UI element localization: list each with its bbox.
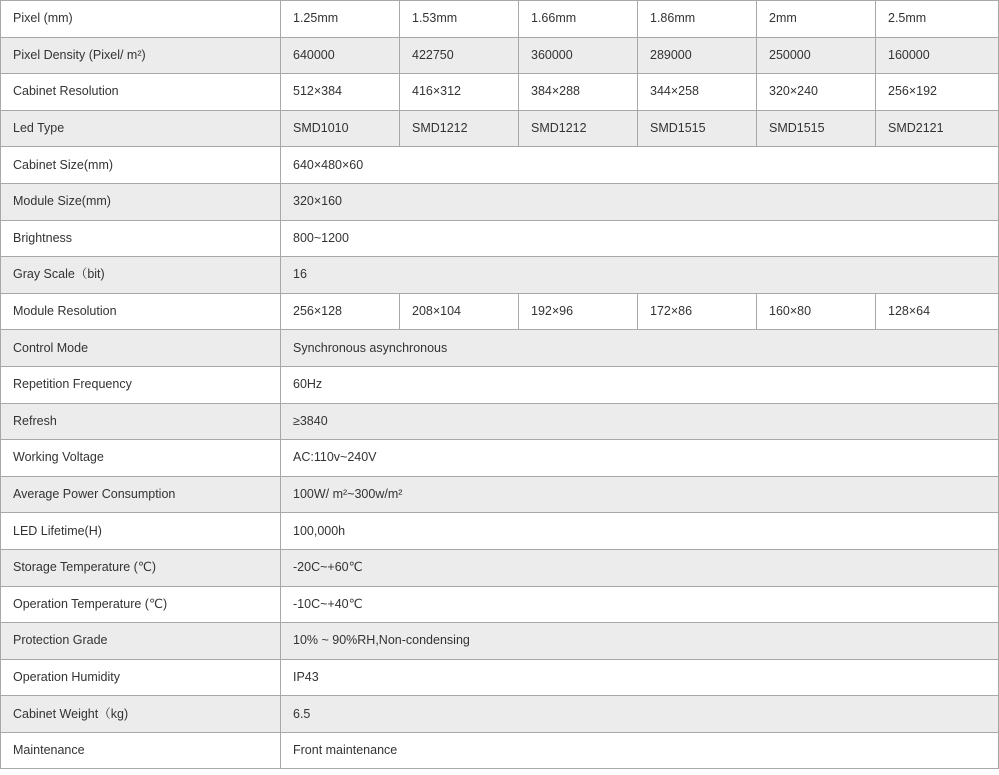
row-label: Working Voltage xyxy=(1,440,281,477)
table-row xyxy=(1,513,999,550)
table-row xyxy=(1,37,999,74)
table-cell: 289000 xyxy=(638,37,757,74)
table-row xyxy=(1,183,999,220)
table-cell: 320×160 xyxy=(281,183,999,220)
table-cell: 1.53mm xyxy=(400,1,519,38)
table-row xyxy=(1,293,999,330)
table-cell: 360000 xyxy=(519,37,638,74)
table-cell: Front maintenance xyxy=(281,732,999,769)
table-row xyxy=(1,366,999,403)
row-label: Operation Temperature (℃) xyxy=(1,586,281,623)
table-row xyxy=(1,696,999,733)
table-row xyxy=(1,440,999,477)
table-cell: 10% ~ 90%RH,Non-condensing xyxy=(281,623,999,660)
row-label: Refresh xyxy=(1,403,281,440)
row-label: Control Mode xyxy=(1,330,281,367)
table-cell: SMD1212 xyxy=(519,110,638,147)
row-label: Module Size(mm) xyxy=(1,183,281,220)
table-cell: 422750 xyxy=(400,37,519,74)
row-label: Protection Grade xyxy=(1,623,281,660)
table-row xyxy=(1,403,999,440)
table-cell: 6.5 xyxy=(281,696,999,733)
row-label: Repetition Frequency xyxy=(1,366,281,403)
table-row xyxy=(1,586,999,623)
row-label: Gray Scale（bit) xyxy=(1,257,281,294)
table-row xyxy=(1,623,999,660)
table-cell: 320×240 xyxy=(757,74,876,111)
table-cell: 2.5mm xyxy=(876,1,999,38)
table-cell: 1.86mm xyxy=(638,1,757,38)
row-label: Cabinet Weight（kg) xyxy=(1,696,281,733)
table-cell: 384×288 xyxy=(519,74,638,111)
table-cell: 160×80 xyxy=(757,293,876,330)
row-label: Pixel Density (Pixel/ m²) xyxy=(1,37,281,74)
table-cell: 128×64 xyxy=(876,293,999,330)
table-row xyxy=(1,220,999,257)
row-label: Maintenance xyxy=(1,732,281,769)
table-cell: SMD1212 xyxy=(400,110,519,147)
table-cell: 208×104 xyxy=(400,293,519,330)
table-cell: 512×384 xyxy=(281,74,400,111)
table-cell: 800~1200 xyxy=(281,220,999,257)
row-label: Brightness xyxy=(1,220,281,257)
table-row xyxy=(1,110,999,147)
table-cell: 1.66mm xyxy=(519,1,638,38)
row-label: Led Type xyxy=(1,110,281,147)
table-cell: 256×128 xyxy=(281,293,400,330)
table-cell: Synchronous asynchronous xyxy=(281,330,999,367)
table-row xyxy=(1,549,999,586)
table-cell: 16 xyxy=(281,257,999,294)
table-cell: -20C~+60℃ xyxy=(281,549,999,586)
row-label: Operation Humidity xyxy=(1,659,281,696)
table-cell: 640×480×60 xyxy=(281,147,999,184)
table-cell: IP43 xyxy=(281,659,999,696)
table-cell: 1.25mm xyxy=(281,1,400,38)
table-row xyxy=(1,659,999,696)
table-cell: ≥3840 xyxy=(281,403,999,440)
table-row xyxy=(1,732,999,769)
table-cell: 192×96 xyxy=(519,293,638,330)
table-cell: AC:110v~240V xyxy=(281,440,999,477)
table-row xyxy=(1,257,999,294)
table-row xyxy=(1,1,999,38)
table-cell: 416×312 xyxy=(400,74,519,111)
table-row xyxy=(1,476,999,513)
row-label: LED Lifetime(H) xyxy=(1,513,281,550)
row-label: Storage Temperature (℃) xyxy=(1,549,281,586)
table-cell: SMD1010 xyxy=(281,110,400,147)
row-label: Average Power Consumption xyxy=(1,476,281,513)
table-cell: 344×258 xyxy=(638,74,757,111)
table-cell: 640000 xyxy=(281,37,400,74)
row-label: Cabinet Size(mm) xyxy=(1,147,281,184)
table-cell: SMD1515 xyxy=(757,110,876,147)
spec-table-body xyxy=(1,1,999,769)
table-cell: SMD2121 xyxy=(876,110,999,147)
table-row xyxy=(1,74,999,111)
table-cell: 100W/ m²~300w/m² xyxy=(281,476,999,513)
table-cell: SMD1515 xyxy=(638,110,757,147)
row-label: Module Resolution xyxy=(1,293,281,330)
table-cell: 100,000h xyxy=(281,513,999,550)
table-row xyxy=(1,330,999,367)
table-cell: -10C~+40℃ xyxy=(281,586,999,623)
table-cell: 172×86 xyxy=(638,293,757,330)
table-cell: 256×192 xyxy=(876,74,999,111)
table-cell: 250000 xyxy=(757,37,876,74)
row-label: Pixel (mm) xyxy=(1,1,281,38)
table-row xyxy=(1,147,999,184)
row-label: Cabinet Resolution xyxy=(1,74,281,111)
table-cell: 160000 xyxy=(876,37,999,74)
table-cell: 2mm xyxy=(757,1,876,38)
table-cell: 60Hz xyxy=(281,366,999,403)
